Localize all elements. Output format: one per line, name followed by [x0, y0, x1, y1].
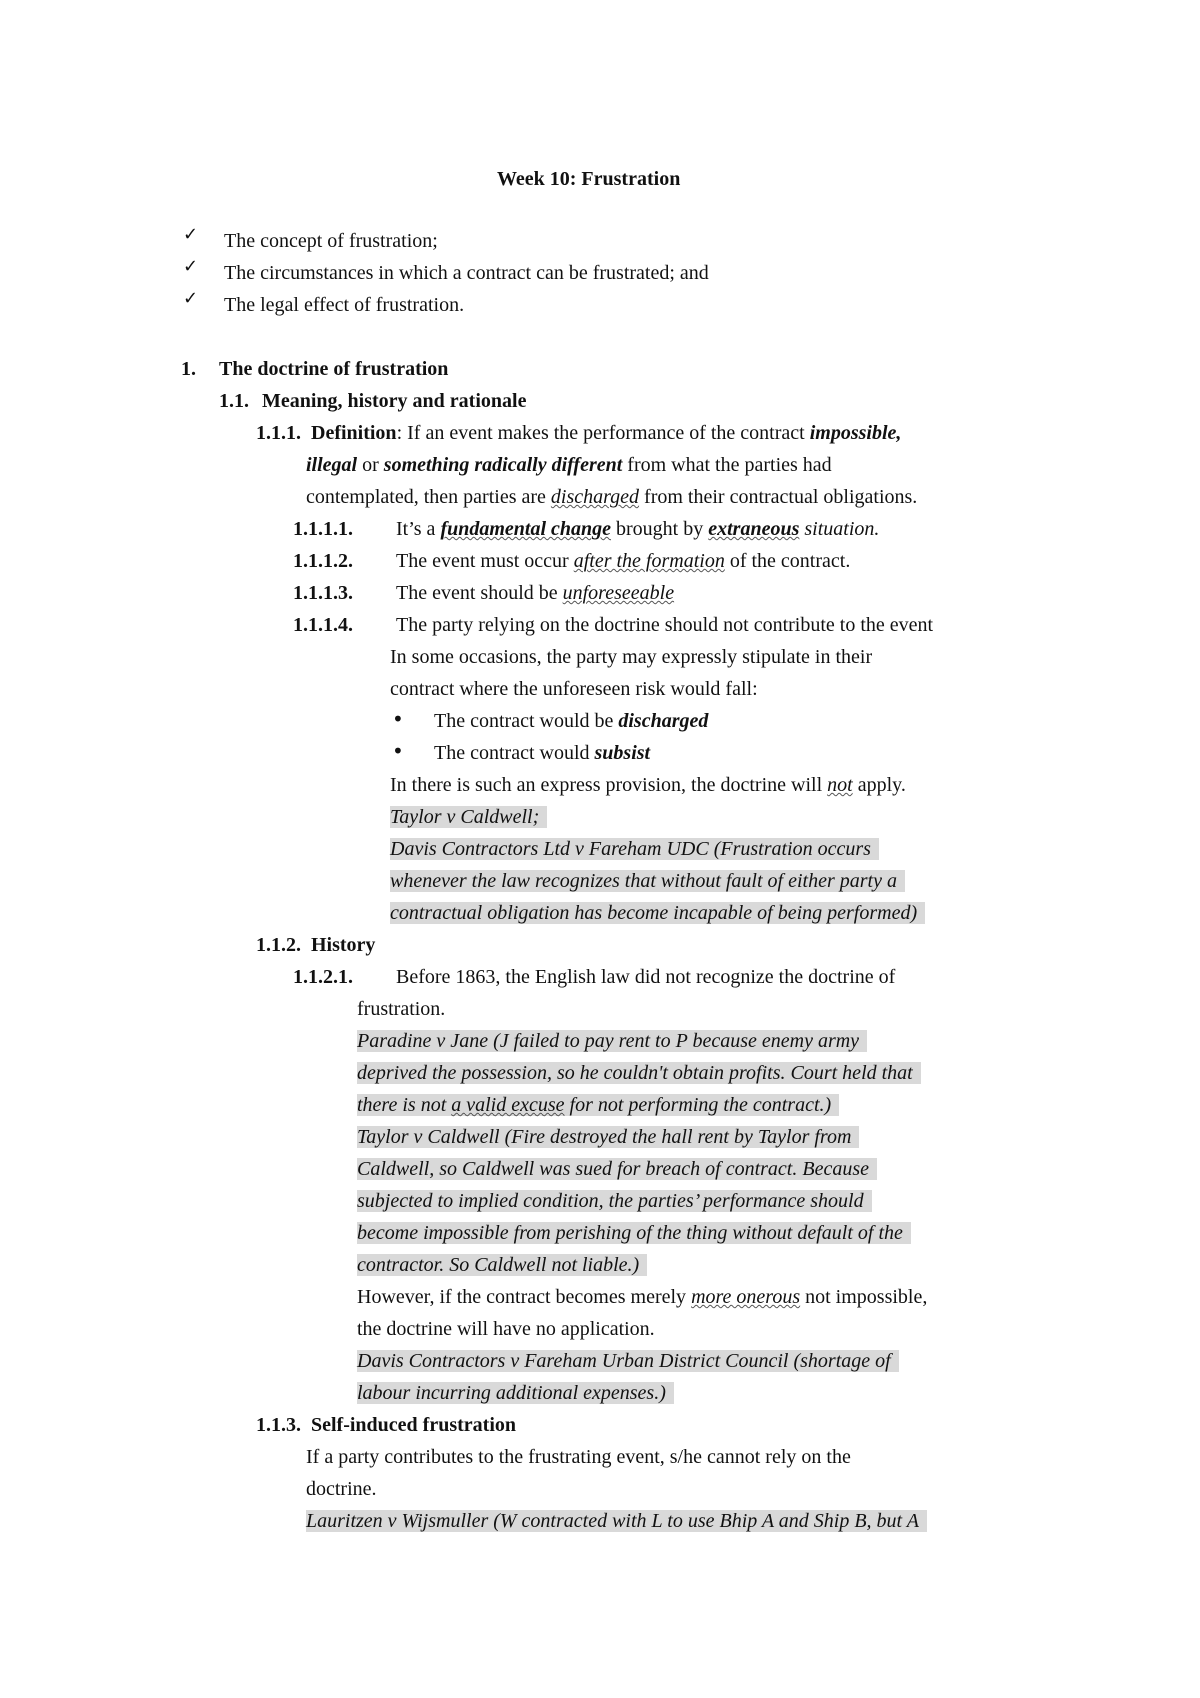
point-line: [396, 514, 879, 544]
text-run: brought by: [611, 518, 709, 540]
highlighted-text: [357, 1094, 839, 1116]
highlighted-text: Davis Contractors v Fareham Urban District Council (shortage of: [357, 1350, 899, 1372]
bullet-icon: •: [392, 739, 404, 763]
section-number: 1.: [181, 358, 196, 380]
text-run: from their contractual obligations.: [639, 486, 918, 508]
section-number: 1.1.2.1.: [293, 966, 353, 988]
section-number: 1.1.1.2.: [293, 550, 353, 572]
case-citation: [357, 1154, 877, 1184]
point-line: [396, 578, 674, 608]
case-citation: [306, 1506, 927, 1536]
highlighted-text: Caldwell, so Caldwell was sued for breach of contract. Because: [357, 1158, 877, 1180]
point-line: [396, 546, 850, 576]
section-heading: Meaning, history and rationale: [262, 390, 527, 412]
text-run: something radically different: [383, 454, 623, 476]
objective-item: The concept of frustration;: [224, 230, 438, 252]
text-run: However, if the contract becomes merely: [357, 1286, 692, 1308]
highlighted-text: Lauritzen v Wijsmuller (W contracted with L to use Bhip A and Ship B, but A: [306, 1510, 927, 1532]
highlighted-text: Taylor v Caldwell (Fire destroyed the hall rent by Taylor from: [357, 1126, 859, 1148]
text-run: extraneous: [708, 518, 800, 540]
case-citation: [390, 898, 925, 928]
definition-line: [311, 418, 901, 448]
highlighted-text: Paradine v Jane (J failed to pay rent to P because enemy army: [357, 1030, 867, 1052]
objective-item: The circumstances in which a contract can be frustrated; and: [224, 262, 709, 284]
highlighted-text: labour incurring additional expenses.): [357, 1382, 674, 1404]
text-run: contemplated, then parties are: [306, 486, 551, 508]
point-line: frustration.: [357, 998, 446, 1020]
case-citation: [357, 1218, 911, 1248]
text-run: subsist: [594, 742, 651, 764]
text-run: of the contract.: [724, 550, 851, 572]
point-line: The party relying on the doctrine should not contribute to the event: [396, 614, 934, 636]
text-run: illegal: [306, 454, 358, 476]
point-line: [390, 770, 906, 800]
text-run: more onerous: [691, 1286, 801, 1308]
case-citation: [357, 1378, 674, 1408]
highlighted-text: contractor. So Caldwell not liable.): [357, 1254, 647, 1276]
text-run: The event should be: [396, 582, 563, 604]
section-number: 1.1.1.3.: [293, 582, 353, 604]
bullet-item: [434, 706, 708, 736]
text-run: situation.: [799, 518, 880, 540]
text-run: a valid excuse: [451, 1094, 565, 1116]
text-run: not impossible,: [800, 1286, 928, 1308]
case-citation: [357, 1186, 872, 1216]
text-run: or: [357, 454, 384, 476]
point-line: contract where the unforeseen risk would fall:: [390, 678, 758, 700]
case-citation: [357, 1058, 921, 1088]
highlighted-text: whenever the law recognizes that without fault of either party a: [390, 870, 905, 892]
bullet-item: [434, 738, 650, 768]
case-citation: [357, 1090, 839, 1120]
objective-item: The legal effect of frustration.: [224, 294, 465, 316]
text-run: discharged: [618, 710, 709, 732]
section-number: 1.1.: [219, 390, 249, 412]
point-line: doctrine.: [306, 1478, 377, 1500]
point-line: the doctrine will have no application.: [357, 1318, 655, 1340]
case-citation: [390, 834, 879, 864]
section-number: 1.1.1.1.: [293, 518, 353, 540]
highlighted-text: Davis Contractors Ltd v Fareham UDC (Frustration occurs: [390, 838, 879, 860]
highlighted-text: become impossible from perishing of the thing without default of the: [357, 1222, 911, 1244]
section-number: 1.1.1.: [256, 422, 301, 444]
definition-line: [306, 482, 917, 512]
page-title: Week 10: Frustration: [497, 168, 681, 190]
text-run: unforeseeable: [562, 582, 675, 604]
text-run: after the formation: [573, 550, 725, 572]
section-heading: History: [311, 934, 376, 956]
highlighted-text: Taylor v Caldwell;: [390, 806, 547, 828]
text-run: not: [827, 774, 853, 796]
text-run: impossible,: [809, 422, 902, 444]
bullet-icon: •: [392, 707, 404, 731]
section-number: 1.1.1.4.: [293, 614, 353, 636]
case-citation: [357, 1346, 899, 1376]
text-run: The event must occur: [396, 550, 574, 572]
case-citation: [357, 1250, 647, 1280]
highlighted-text: subjected to implied condition, the parties’ performance should: [357, 1190, 872, 1212]
text-run: fundamental change: [440, 518, 612, 540]
case-citation: [357, 1122, 859, 1152]
text-run: apply.: [852, 774, 906, 796]
section-heading: Self-induced frustration: [311, 1414, 516, 1436]
section-number: 1.1.3.: [256, 1414, 301, 1436]
highlighted-text: deprived the possession, so he couldn't obtain profits. Court held that: [357, 1062, 921, 1084]
case-citation: [357, 1026, 867, 1056]
checkmark-icon: ✓: [183, 224, 199, 245]
text-run: there is not: [357, 1094, 452, 1116]
point-line: In some occasions, the party may expressly stipulate in their: [390, 646, 873, 668]
point-line: Before 1863, the English law did not recognize the doctrine of: [396, 966, 896, 988]
text-run: The contract would be: [434, 710, 619, 732]
checkmark-icon: ✓: [183, 256, 199, 277]
section-heading: The doctrine of frustration: [219, 358, 449, 380]
case-citation: [390, 802, 547, 832]
definition-label: Definition: [311, 422, 397, 444]
text-run: The contract would: [434, 742, 595, 764]
text-run: : If an event makes the performance of the contract: [396, 422, 810, 444]
highlighted-text: contractual obligation has become incapable of being performed): [390, 902, 925, 924]
text-run: discharged: [550, 486, 640, 508]
text-run: In there is such an express provision, the doctrine will: [390, 774, 828, 796]
checkmark-icon: ✓: [183, 288, 199, 309]
point-line: [357, 1282, 927, 1312]
section-number: 1.1.2.: [256, 934, 301, 956]
definition-line: [306, 450, 832, 480]
text-run: from what the parties had: [622, 454, 832, 476]
case-citation: [390, 866, 905, 896]
text-run: It’s a: [396, 518, 441, 540]
text-run: for not performing the contract.): [564, 1094, 832, 1116]
point-line: If a party contributes to the frustrating event, s/he cannot rely on the: [306, 1446, 851, 1468]
